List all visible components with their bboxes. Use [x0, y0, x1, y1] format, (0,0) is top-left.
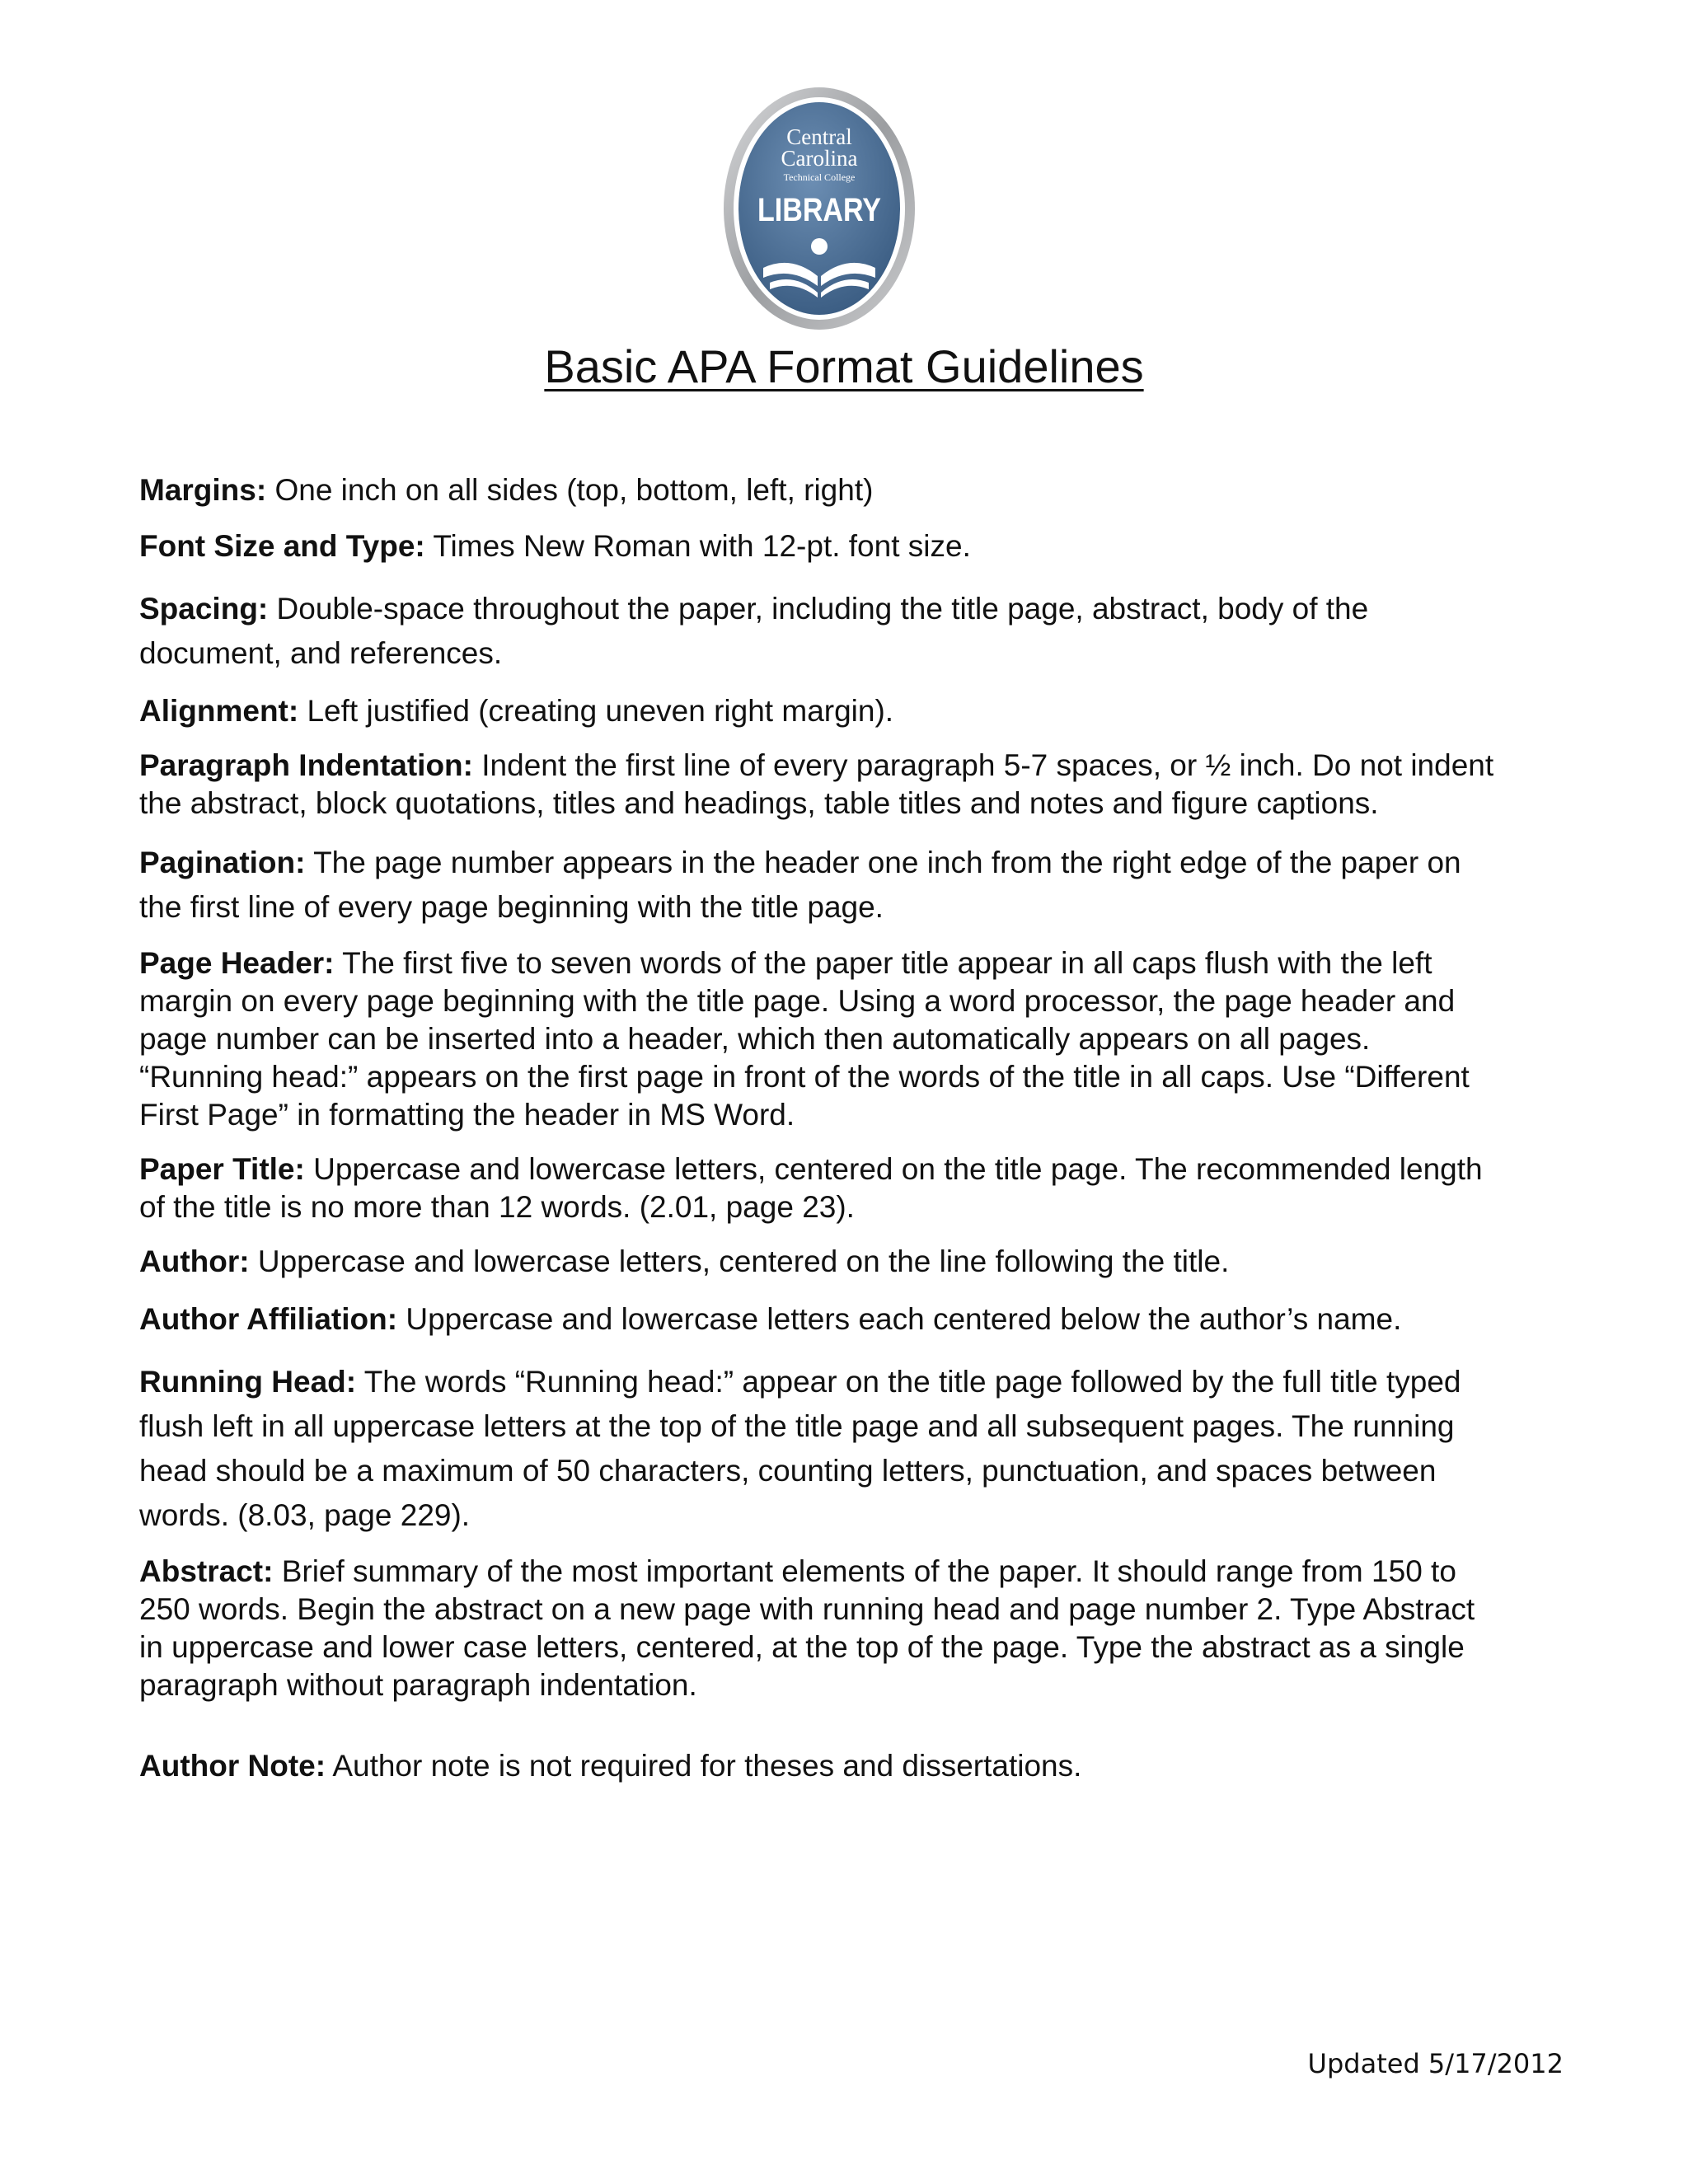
- guideline-label: Author:: [139, 1244, 250, 1278]
- guideline-author-note: [139, 1747, 1499, 1785]
- guideline-label: Page Header:: [139, 946, 335, 980]
- guideline-text: Brief summary of the most important elements of the paper. It should range from 150 to 250 words. Begin the abstract on a new page with running head and page number 2. Type Abstract in uppercase and lower case letters, centered, at the top of the page. Type the abstract as a single paragraph without paragraph indentation.: [139, 1554, 1475, 1702]
- guideline-text: Author note is not required for theses and dissertations.: [326, 1749, 1082, 1783]
- updated-date: Updated 5/17/2012: [1307, 2048, 1564, 2079]
- guideline-text: The words “Running head:” appear on the title page followed by the full title typed flush left in all uppercase letters at the top of the title page and all subsequent pages. The running head should be a maximum of 50 characters, counting letters, punctuation, and spaces between words. (8.03, page 229).: [139, 1365, 1461, 1532]
- guideline-text: Left justified (creating uneven right margin).: [298, 694, 894, 728]
- logo-line-technical-college: Technical College: [783, 171, 856, 183]
- guideline-margins: [139, 471, 1499, 509]
- guideline-label: Paragraph Indentation:: [139, 748, 473, 782]
- guideline-text: Times New Roman with 12-pt. font size.: [424, 529, 971, 563]
- guideline-paper-title: [139, 1151, 1499, 1226]
- guideline-author-affiliation: [139, 1297, 1499, 1342]
- page-title: Basic APA Format Guidelines: [544, 340, 1144, 392]
- guideline-text: The first five to seven words of the paper title appear in all caps flush with the left margin on every page beginning with the title page. Using a word processor, the page header and page number can be inserted into a header, which then automatically appears on all pages. “Running head:” appears on the first page in front of the words of the title in all caps. Use “Different First Page” in formatting the header in MS Word.: [139, 946, 1470, 1132]
- guideline-paragraph-indentation: [139, 747, 1499, 823]
- guideline-font-size-type: [139, 527, 1499, 565]
- guideline-abstract: [139, 1553, 1499, 1704]
- guideline-label: Abstract:: [139, 1554, 274, 1588]
- guideline-label: Margins:: [139, 473, 267, 507]
- guideline-text: Uppercase and lowercase letters each centered below the author’s name.: [397, 1302, 1402, 1336]
- guideline-label: Pagination:: [139, 846, 306, 879]
- guideline-label: Author Note:: [139, 1749, 326, 1783]
- guideline-text: Double-space throughout the paper, including the title page, abstract, body of the document, and references.: [139, 592, 1369, 670]
- logo-line-carolina: Carolina: [781, 146, 858, 171]
- guideline-text: Indent the first line of every paragraph 5-7 spaces, or ½ inch. Do not indent the abstract, block quotations, titles and headings, table titles and notes and figure captions.: [139, 748, 1494, 820]
- guideline-text: Uppercase and lowercase letters, centered on the line following the title.: [249, 1244, 1230, 1278]
- guideline-text: One inch on all sides (top, bottom, left, right): [266, 473, 874, 507]
- guideline-label: Paper Title:: [139, 1152, 305, 1186]
- guideline-label: Running Head:: [139, 1365, 357, 1399]
- guideline-author: [139, 1243, 1499, 1281]
- guideline-text: The page number appears in the header one inch from the right edge of the paper on the first line of every page beginning with the title page.: [139, 846, 1461, 924]
- logo-line-library: LIBRARY: [757, 192, 882, 228]
- logo-line-central: Central: [786, 124, 852, 149]
- guideline-pagination: [139, 841, 1499, 930]
- guideline-page-header: [139, 944, 1499, 1134]
- guideline-label: Alignment:: [139, 694, 299, 728]
- guideline-label: Author Affiliation:: [139, 1302, 398, 1336]
- guideline-text: Uppercase and lowercase letters, centered on the title page. The recommended length of the title is no more than 12 words. (2.01, page 23).: [139, 1152, 1483, 1224]
- guidelines-list: [139, 471, 1499, 1785]
- guideline-label: Spacing:: [139, 592, 269, 626]
- guideline-spacing: [139, 587, 1499, 676]
- guideline-running-head: [139, 1360, 1499, 1538]
- library-logo: [722, 85, 917, 332]
- guideline-alignment: [139, 692, 1499, 730]
- guideline-label: Font Size and Type:: [139, 529, 425, 563]
